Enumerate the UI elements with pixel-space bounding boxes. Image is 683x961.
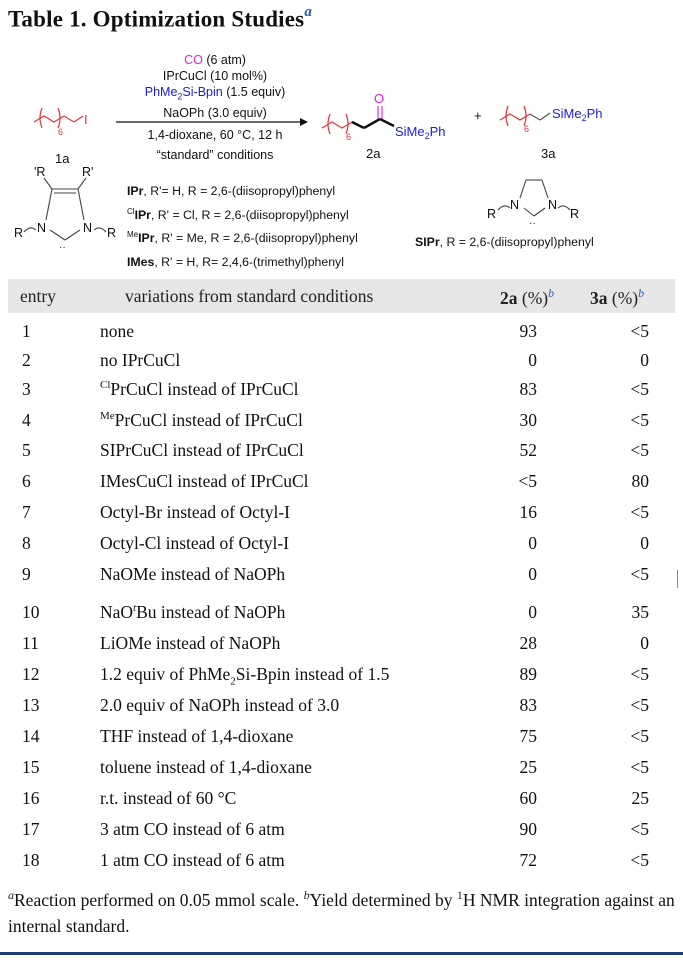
- entry-number: 6: [22, 471, 31, 491]
- co-amount: (6 atm): [202, 53, 246, 67]
- r-left: R: [14, 226, 24, 240]
- variation-text: r.t. instead of 60 °C: [100, 788, 237, 808]
- table-row: [0, 440, 683, 468]
- bottom-rule: [0, 952, 683, 955]
- entry-number: 2: [22, 350, 31, 370]
- variation-text: 2.0 equiv of NaOPh instead of 3.0: [100, 695, 340, 715]
- yield-3a: 0: [640, 533, 649, 553]
- yield-2a: 16: [519, 502, 537, 522]
- entry-number: 12: [22, 664, 40, 684]
- variation-text: NaOMe instead of NaOPh: [100, 564, 286, 584]
- entry-number: 5: [22, 440, 31, 460]
- yield-3a: <5: [630, 757, 649, 777]
- yield-3a: 0: [640, 350, 649, 370]
- table-row: [0, 726, 683, 754]
- footnote-b-text-2: H NMR integration against an internal standard.: [8, 889, 675, 936]
- oxygen-atom: O: [374, 91, 385, 106]
- entry-number: 18: [22, 850, 40, 870]
- table-row: [0, 850, 683, 878]
- sipr-n-left: N: [510, 198, 520, 212]
- table-title: [8, 6, 312, 33]
- variation-text: THF instead of 1,4-dioxane: [100, 726, 294, 746]
- yield-3a: 80: [631, 471, 649, 491]
- entry-number: 16: [22, 788, 40, 808]
- co-reagent: CO: [184, 53, 203, 67]
- header-entry: entry: [20, 286, 56, 306]
- table-row: [0, 502, 683, 530]
- footnote-a-text: Reaction performed on 0.05 mmol scale.: [14, 889, 304, 910]
- yield-3a: <5: [630, 695, 649, 715]
- text-cursor-icon: [677, 570, 678, 588]
- table-row: [0, 788, 683, 816]
- table-row: [0, 602, 683, 630]
- variation-text: Octyl-Br instead of Octyl-I: [100, 502, 291, 522]
- yield-2a: 89: [519, 664, 537, 684]
- carbene-lone-pair: ··: [59, 242, 66, 253]
- variation-text: $^{Cl}$PrCuCl instead of IPrCuCl: [100, 379, 299, 399]
- entry-number: 15: [22, 757, 40, 777]
- header-variations: variations from standard conditions: [125, 286, 374, 306]
- footnote-b-mark: b: [303, 888, 310, 902]
- yield-2a: 52: [519, 440, 537, 460]
- ligand-list: [127, 178, 358, 272]
- footnote-b-text: Yield determined by: [309, 889, 457, 910]
- variation-text: none: [100, 321, 135, 341]
- bond-carbonyl-c: [364, 119, 380, 128]
- yield-2a: 93: [519, 321, 537, 341]
- header-3a: 3a (%)$^b$: [590, 286, 645, 308]
- yield-3a: <5: [630, 410, 649, 430]
- title-footnote-mark: a: [304, 4, 313, 20]
- footnote-b-sup: 1: [456, 888, 463, 902]
- ligand-item: $^{Cl}$IPr, R' = Cl, R = 2,6-(diisopropyl)phenyl: [127, 206, 349, 222]
- variation-text: Octyl-Cl instead of Octyl-I: [100, 533, 290, 553]
- reaction-scheme: [0, 40, 683, 270]
- yield-3a: <5: [630, 502, 649, 522]
- sipr-r-left: R: [487, 207, 497, 221]
- yield-2a: 0: [528, 533, 537, 553]
- yield-3a: 0: [640, 633, 649, 653]
- sipr-lone-pair: ··: [529, 218, 536, 229]
- yield-3a: <5: [630, 440, 649, 460]
- substrate-bond-i: [74, 116, 83, 122]
- yield-3a: 25: [631, 788, 649, 808]
- yield-3a: <5: [630, 850, 649, 870]
- yield-3a: <5: [630, 564, 649, 584]
- entry-number: 10: [22, 602, 40, 622]
- table-row: [0, 564, 683, 592]
- entry-number: 14: [22, 726, 40, 746]
- variation-text: IMesCuCl instead of IPrCuCl: [100, 471, 309, 491]
- yield-2a: 83: [519, 379, 537, 399]
- yield-3a: <5: [630, 379, 649, 399]
- yield-2a: 72: [519, 850, 537, 870]
- variation-text: 3 atm CO instead of 6 atm: [100, 819, 285, 839]
- yield-3a: 35: [631, 602, 649, 622]
- table-footnotes: [8, 882, 678, 939]
- yield-3a: <5: [630, 664, 649, 684]
- entry-number: 1: [22, 321, 31, 341]
- entry-number: 13: [22, 695, 40, 715]
- substrate-bond: [64, 116, 74, 122]
- yield-2a: 25: [519, 757, 537, 777]
- plus-sign: +: [474, 108, 482, 123]
- product-3a-repeat: 6: [524, 124, 530, 134]
- iodine-atom: I: [84, 112, 88, 127]
- ligand-item: $^{Me}$IPr, R' = Me, R = 2,6-(diisopropyl)phenyl: [127, 230, 358, 246]
- entry-number: 7: [22, 502, 31, 522]
- entry-number: 3: [22, 379, 31, 399]
- bond-3a-si: [540, 113, 550, 120]
- table-row: [0, 471, 683, 499]
- r-prime-right: R': [82, 165, 94, 179]
- title-text: Table 1. Optimization Studies: [8, 6, 305, 32]
- table-row: [0, 350, 683, 378]
- n-right: N: [83, 221, 93, 235]
- yield-2a: 0: [528, 564, 537, 584]
- yield-2a: 90: [519, 819, 537, 839]
- silyl-line: [115, 84, 315, 105]
- yield-2a: 60: [519, 788, 537, 808]
- sipr-n-right: N: [548, 198, 558, 212]
- product-3a-structure: [500, 106, 530, 126]
- product-2a-repeat: 6: [346, 132, 352, 142]
- variation-text: SIPrCuCl instead of IPrCuCl: [100, 440, 304, 460]
- product-3a-silyl: SiMe$_2$Ph: [552, 106, 603, 123]
- yield-2a: 28: [519, 633, 537, 653]
- n-left: N: [37, 221, 47, 235]
- entry-number: 8: [22, 533, 31, 553]
- header-2a: 2a (%)$^b$: [500, 286, 555, 308]
- silyl-reagent: PhMe$_2$Si-Bpin: [144, 85, 223, 102]
- co-line: [115, 52, 315, 68]
- yield-3a: <5: [630, 321, 649, 341]
- table-row: [0, 410, 683, 438]
- variation-text: $^{Me}$PrCuCl instead of IPrCuCl: [100, 410, 303, 430]
- variation-text: LiOMe instead of NaOPh: [100, 633, 281, 653]
- table-row: [0, 664, 683, 692]
- standard-conditions-label: “standard” conditions: [156, 147, 274, 162]
- bond-3a-ch2: [530, 114, 540, 120]
- table-row: [0, 633, 683, 661]
- yield-2a: <5: [518, 471, 537, 491]
- table-row: [0, 321, 683, 349]
- substrate-1a-structure: [34, 108, 64, 128]
- variation-text: no IPrCuCl: [100, 350, 181, 370]
- entry-number: 9: [22, 564, 31, 584]
- variation-text: toluene instead of 1,4-dioxane: [100, 757, 312, 777]
- r-right: R: [107, 226, 117, 240]
- yield-2a: 0: [528, 602, 537, 622]
- compound-label-2a: 2a: [366, 146, 381, 161]
- product-2a-structure: [322, 114, 352, 134]
- sipr-structure: [498, 180, 570, 216]
- sipr-r-right: R: [570, 207, 580, 221]
- footnote-a-mark: a: [8, 888, 14, 902]
- r-prime-left: 'R: [34, 165, 46, 179]
- compound-label-1a: 1a: [55, 151, 70, 166]
- entry-number: 11: [22, 633, 39, 653]
- yield-2a: 30: [519, 410, 537, 430]
- bond-ch2: [352, 122, 364, 128]
- variation-text: 1 atm CO instead of 6 atm: [100, 850, 285, 870]
- table-row: [0, 533, 683, 561]
- table-row: [0, 757, 683, 785]
- yield-2a: 75: [519, 726, 537, 746]
- substrate-repeat: 6: [58, 127, 64, 137]
- yield-3a: <5: [630, 726, 649, 746]
- table-row: [0, 379, 683, 407]
- yield-2a: 0: [528, 350, 537, 370]
- catalyst-line: IPrCuCl (10 mol%): [162, 69, 268, 83]
- variation-text: NaO$^t$Bu instead of NaOPh: [100, 602, 286, 622]
- base-line: NaOPh (3.0 equiv): [163, 105, 267, 120]
- silyl-amount: (1.5 equiv): [222, 85, 286, 99]
- entry-number: 17: [22, 819, 40, 839]
- sipr-caption: SIPr, R = 2,6-(diisopropyl)phenyl: [415, 235, 594, 249]
- ligand-item: IMes, R' = H, R= 2,4,6-(trimethyl)phenyl: [127, 254, 344, 269]
- variation-text: 1.2 equiv of PhMe$_2$Si-Bpin instead of 1.5: [100, 664, 390, 688]
- yield-3a: <5: [630, 819, 649, 839]
- compound-label-3a: 3a: [541, 146, 556, 161]
- reaction-conditions: [115, 52, 315, 163]
- solvent-line: 1,4-dioxane, 60 °C, 12 h: [147, 127, 283, 142]
- entry-number: 4: [22, 410, 31, 430]
- bond-c-si: [380, 119, 394, 126]
- table-row: [0, 819, 683, 847]
- yield-2a: 83: [519, 695, 537, 715]
- product-2a-silyl: SiMe$_2$Ph: [395, 124, 446, 141]
- ligand-item: IPr, R'= H, R = 2,6-(diisopropyl)phenyl: [127, 184, 336, 199]
- table-row: [0, 695, 683, 723]
